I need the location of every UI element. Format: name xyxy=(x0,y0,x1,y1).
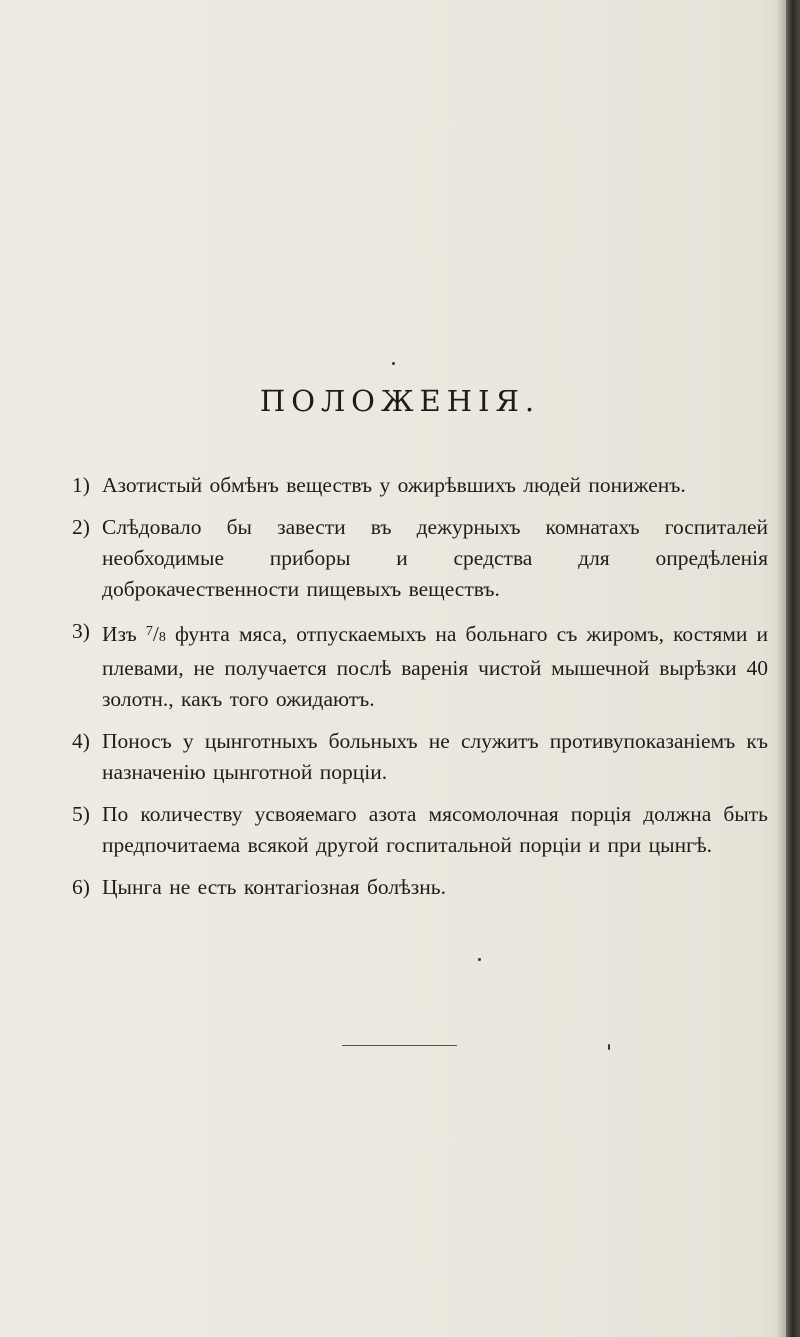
item-number: 2) xyxy=(72,515,90,539)
item-number: 3) xyxy=(72,619,90,643)
book-spine-edge xyxy=(786,0,800,1337)
list-item xyxy=(72,726,768,788)
item-text: Азотистый обмѣнъ веществъ у ожирѣвшихъ людей пониженъ. xyxy=(102,473,686,497)
item-number: 6) xyxy=(72,875,90,899)
paper-speck xyxy=(392,362,395,365)
item-text: По количеству усвояемаго азота мясомолочная порція должна быть предпочитаема всякой другой госпитальной порціи и при цынгѣ. xyxy=(102,802,768,857)
paper-speck xyxy=(608,1044,610,1050)
fraction-numerator: 7 xyxy=(145,624,153,639)
item-text: Слѣдовало бы завести въ дежурныхъ комнатахъ госпиталей необходимые приборы и средства для опредѣленія доброкачественности пищевыхъ веществъ. xyxy=(102,515,768,601)
item-text-start: Изъ xyxy=(102,622,146,646)
fraction-slash: / xyxy=(152,622,159,646)
item-text: Цынга не есть контагіозная болѣзнь. xyxy=(102,875,446,899)
page-edge-shadow xyxy=(776,0,786,1337)
paper-speck xyxy=(478,958,481,961)
list-item xyxy=(72,799,768,861)
item-text-end: фунта мяса, отпускаемыхъ на больнаго съ жиромъ, костями и плевами, не получается послѣ варенія чистой мышечной вырѣзки 40 золотн., какъ того ожидаютъ. xyxy=(102,622,768,711)
list-item xyxy=(72,470,768,501)
page-title: ПОЛОЖЕНІЯ. xyxy=(259,384,541,418)
fraction-denominator: 8 xyxy=(158,630,166,645)
closing-rule xyxy=(342,1045,457,1046)
item-number: 5) xyxy=(72,802,90,826)
item-number: 4) xyxy=(72,729,90,753)
item-text: Поносъ у цынготныхъ больныхъ не служитъ противупоказаніемъ къ назначенію цынготной порціи. xyxy=(102,729,768,784)
item-text xyxy=(102,616,768,715)
list-item xyxy=(72,872,768,903)
list-item xyxy=(72,616,768,715)
theses-list xyxy=(72,470,768,914)
list-item xyxy=(72,512,768,605)
item-number: 1) xyxy=(72,473,90,497)
